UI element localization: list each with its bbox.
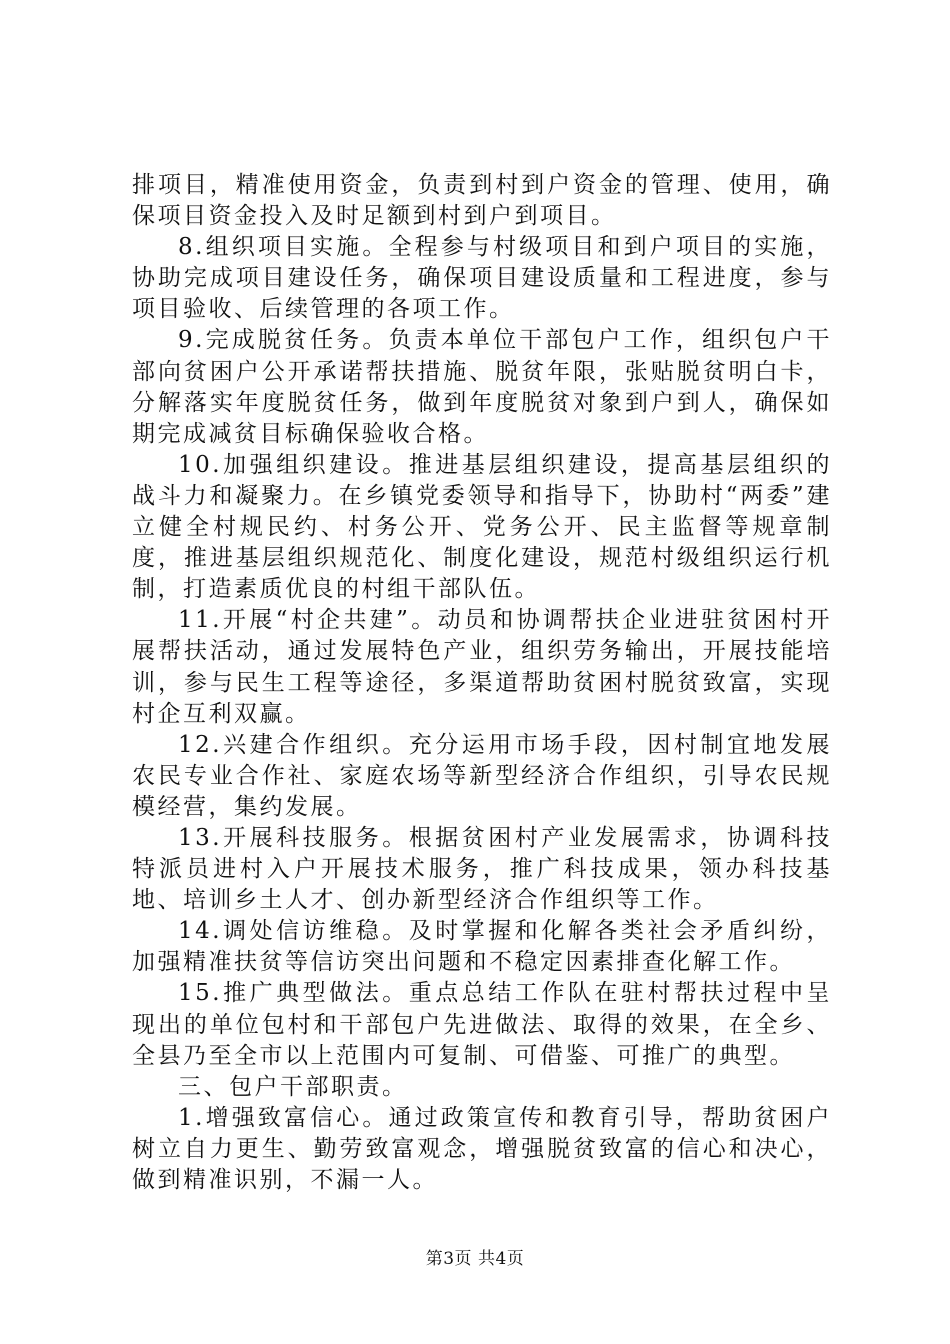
section-heading-3: 三、包户干部职责。 (178, 1073, 408, 1100)
paragraph-item-8: 8.组织项目实施。全程参与村级项目和到户项目的实施，协助完成项目建设任务，确保项目建设质量和工程进度，参与项目验收、后续管理的各项工作。 (132, 234, 832, 323)
paragraph-item-13: 13.开展科技服务。根据贫困村产业发展需求，协调科技特派员进村入户开展技术服务，推广科技成果，领办科技基地、培训乡土人才、创办新型经济合作组织等工作。 (132, 824, 832, 914)
paragraph-item-10: 10.加强组织建设。推进基层组织建设，提高基层组织的战斗力和凝聚力。在乡镇党委领导和指导下，协助村“两委”建立健全村规民约、村务公开、党务公开、民主监督等规章制度，推进基层组织规范化、制度化建设，规范村级组织运行机制，打造素质优良的村组干部队伍。 (132, 451, 832, 603)
paragraph-item-12: 12.兴建合作组织。充分运用市场手段，因村制宜地发展农民专业合作社、家庭农场等新型经济合作组织，引导农民规模经营，集约发展。 (132, 731, 832, 820)
page-footer: 第3页 共4页 (425, 1249, 525, 1269)
paragraph-item-15: 15.推广典型做法。重点总结工作队在驻村帮扶过程中呈现出的单位包村和干部包户先进做法、取得的效果，在全乡、全县乃至全市以上范围内可复制、可借鉴、可推广的典型。 (132, 980, 832, 1069)
paragraph-item-9: 9.完成脱贫任务。负责本单位干部包户工作，组织包户干部向贫困户公开承诺帮扶措施、脱贫年限，张贴脱贫明白卡，分解落实年度脱贫任务，做到年度脱贫对象到户到人，确保如期完成减贫目标确保验收合格。 (132, 327, 832, 447)
paragraph-item-11: 11.开展“村企共建”。动员和协调帮扶企业进驻贫困村开展帮扶活动，通过发展特色产业，组织劳务输出，开展技能培训，参与民生工程等途径，多渠道帮助贫困村脱贫致富，实现村企互利双赢。 (132, 607, 832, 727)
paragraph-continuation: 排项目，精准使用资金，负责到村到户资金的管理、使用，确保项目资金投入及时足额到村到户到项目。 (132, 172, 832, 230)
paragraph-item-1: 1.增强致富信心。通过政策宣传和教育引导，帮助贫困户树立自力更生、勤劳致富观念，增强脱贫致富的信心和决心，做到精准识别，不漏一人。 (132, 1104, 832, 1193)
paragraph-item-14: 14.调处信访维稳。及时掌握和化解各类社会矛盾纠纷，加强精准扶贫等信访突出问题和不稳定因素排查化解工作。 (132, 918, 832, 976)
document-body (132, 170, 832, 1196)
